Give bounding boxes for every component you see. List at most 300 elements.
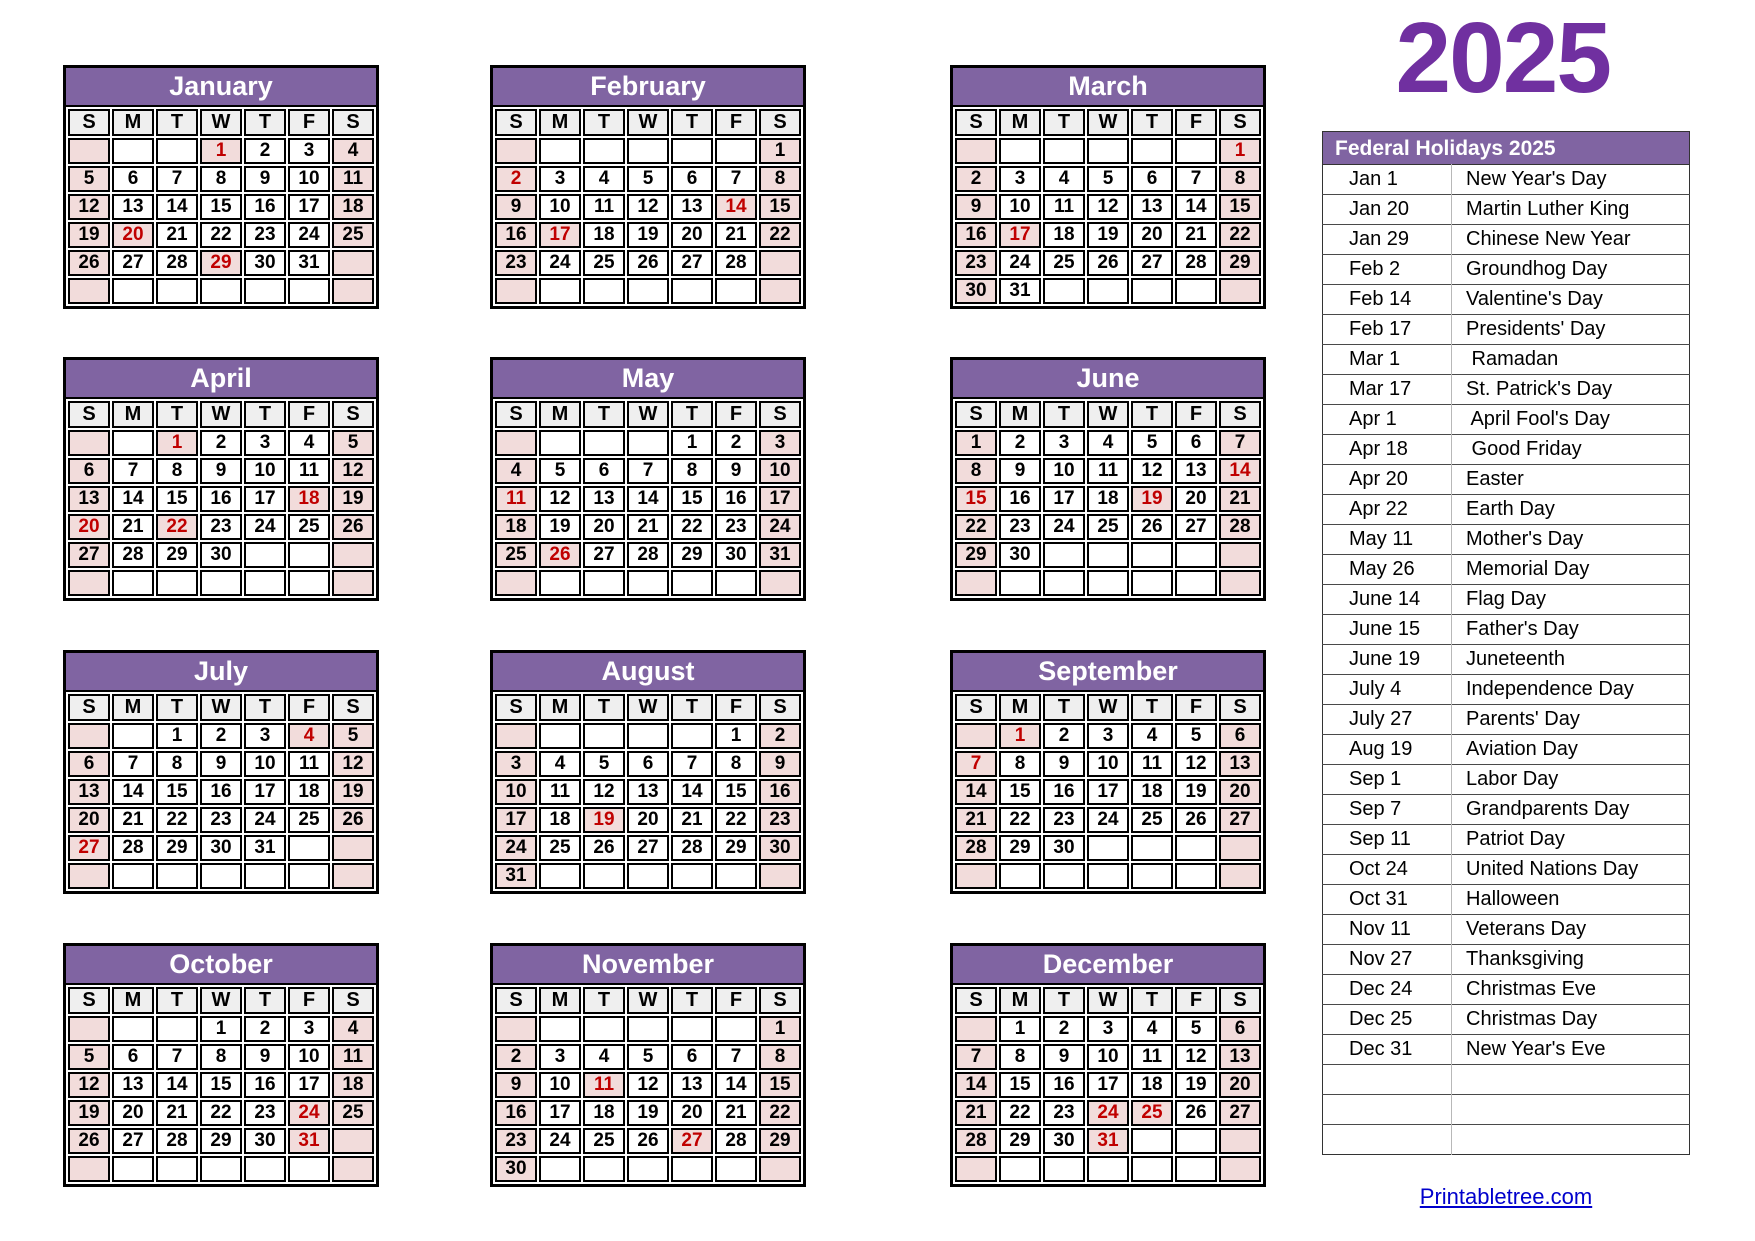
day-cell	[1131, 138, 1173, 164]
month-title: August	[493, 653, 803, 692]
day-cell: 30	[759, 835, 801, 861]
day-cell: 14	[955, 779, 997, 805]
day-cell: 19	[1175, 779, 1217, 805]
day-cell: 21	[715, 222, 757, 248]
day-cell	[583, 278, 625, 304]
weekday-header-cell: M	[112, 694, 154, 721]
weekday-header-cell: T	[244, 987, 286, 1014]
weekday-header-cell: W	[200, 401, 242, 428]
day-cell: 21	[715, 1100, 757, 1126]
day-cell: 31	[495, 863, 537, 889]
holiday-date: Jan 20	[1323, 195, 1452, 225]
holiday-row	[1323, 555, 1690, 585]
day-cell: 16	[495, 1100, 537, 1126]
day-cell	[715, 863, 757, 889]
day-cell: 7	[627, 458, 669, 484]
day-cell: 3	[244, 430, 286, 456]
weekday-header-cell: T	[671, 109, 713, 136]
holiday-row	[1323, 735, 1690, 765]
day-cell: 5	[1175, 1016, 1217, 1042]
day-cell: 26	[332, 514, 374, 540]
day-cell: 18	[583, 1100, 625, 1126]
month-may	[490, 357, 806, 601]
holiday-row	[1323, 585, 1690, 615]
weekday-header-cell: W	[1087, 401, 1129, 428]
day-cell	[495, 723, 537, 749]
day-cell	[1087, 570, 1129, 596]
month-grid	[66, 399, 376, 598]
day-cell: 20	[627, 807, 669, 833]
day-cell: 2	[999, 430, 1041, 456]
weekday-header-cell: S	[1219, 401, 1261, 428]
day-cell: 8	[200, 1044, 242, 1070]
day-cell: 5	[1087, 166, 1129, 192]
day-cell: 4	[332, 138, 374, 164]
day-cell: 18	[288, 779, 330, 805]
holiday-date: Nov 27	[1323, 945, 1452, 975]
day-cell	[583, 570, 625, 596]
day-cell: 13	[583, 486, 625, 512]
weekday-header-cell: F	[715, 109, 757, 136]
day-cell	[1175, 1128, 1217, 1154]
day-cell: 26	[1131, 514, 1173, 540]
day-cell: 18	[332, 1072, 374, 1098]
holiday-row	[1323, 945, 1690, 975]
day-cell	[495, 430, 537, 456]
day-cell: 14	[671, 779, 713, 805]
day-cell: 8	[200, 166, 242, 192]
day-cell: 12	[68, 194, 110, 220]
holiday-date	[1323, 1125, 1452, 1155]
day-cell	[1131, 1156, 1173, 1182]
weekday-header-cell: T	[1131, 694, 1173, 721]
day-cell: 23	[1043, 1100, 1085, 1126]
day-cell: 9	[999, 458, 1041, 484]
day-cell: 8	[999, 1044, 1041, 1070]
day-cell: 1	[999, 1016, 1041, 1042]
weekday-header-cell: T	[1131, 401, 1173, 428]
day-cell: 25	[583, 1128, 625, 1154]
holiday-row	[1323, 435, 1690, 465]
day-cell: 29	[759, 1128, 801, 1154]
holiday-row	[1323, 1095, 1690, 1125]
day-cell: 6	[68, 751, 110, 777]
day-cell: 13	[1219, 751, 1261, 777]
month-grid	[66, 692, 376, 891]
day-cell	[999, 863, 1041, 889]
day-cell: 25	[583, 250, 625, 276]
day-cell	[671, 278, 713, 304]
day-cell: 15	[156, 779, 198, 805]
weekday-header-cell: S	[495, 694, 537, 721]
day-cell	[715, 570, 757, 596]
day-cell: 11	[1087, 458, 1129, 484]
day-cell: 10	[244, 458, 286, 484]
day-cell: 24	[1087, 1100, 1129, 1126]
day-cell: 11	[332, 166, 374, 192]
day-cell: 19	[1087, 222, 1129, 248]
weekday-header-cell: T	[1043, 109, 1085, 136]
day-cell: 25	[288, 514, 330, 540]
day-cell: 2	[244, 138, 286, 164]
day-cell: 25	[1087, 514, 1129, 540]
day-cell: 18	[1131, 779, 1173, 805]
day-cell: 25	[1131, 1100, 1173, 1126]
weekday-header-cell: S	[759, 987, 801, 1014]
weekday-header-cell: W	[627, 109, 669, 136]
weekday-header-cell: M	[539, 694, 581, 721]
day-cell: 14	[156, 1072, 198, 1098]
day-cell: 4	[1043, 166, 1085, 192]
weekday-header-cell: S	[495, 401, 537, 428]
holiday-date: Mar 1	[1323, 345, 1452, 375]
holiday-date: Sep 11	[1323, 825, 1452, 855]
day-cell: 10	[1087, 1044, 1129, 1070]
day-cell: 15	[156, 486, 198, 512]
month-title: January	[66, 68, 376, 107]
month-grid	[953, 985, 1263, 1184]
day-cell: 31	[1087, 1128, 1129, 1154]
day-cell: 21	[955, 1100, 997, 1126]
day-cell: 11	[288, 751, 330, 777]
day-cell: 30	[244, 250, 286, 276]
day-cell: 29	[715, 835, 757, 861]
day-cell: 16	[244, 1072, 286, 1098]
day-cell: 10	[539, 194, 581, 220]
holiday-date: May 26	[1323, 555, 1452, 585]
day-cell: 16	[999, 486, 1041, 512]
weekday-header-cell: T	[1043, 694, 1085, 721]
day-cell	[68, 570, 110, 596]
day-cell: 28	[955, 1128, 997, 1154]
holiday-date: Sep 1	[1323, 765, 1452, 795]
day-cell: 6	[112, 166, 154, 192]
day-cell: 31	[999, 278, 1041, 304]
day-cell	[583, 430, 625, 456]
day-cell: 12	[332, 751, 374, 777]
month-june	[950, 357, 1266, 601]
month-title: June	[953, 360, 1263, 399]
day-cell: 4	[583, 1044, 625, 1070]
day-cell: 2	[759, 723, 801, 749]
day-cell	[999, 1156, 1041, 1182]
month-grid	[493, 107, 803, 306]
holiday-row	[1323, 375, 1690, 405]
day-cell	[759, 278, 801, 304]
day-cell: 7	[156, 166, 198, 192]
month-title: July	[66, 653, 376, 692]
day-cell: 7	[112, 751, 154, 777]
day-cell: 4	[1131, 1016, 1173, 1042]
month-grid	[953, 399, 1263, 598]
day-cell: 20	[68, 514, 110, 540]
holiday-name: Memorial Day	[1452, 555, 1690, 585]
day-cell: 15	[759, 1072, 801, 1098]
day-cell	[495, 1016, 537, 1042]
day-cell: 5	[583, 751, 625, 777]
day-cell: 26	[1087, 250, 1129, 276]
day-cell: 3	[1087, 1016, 1129, 1042]
day-cell	[1175, 138, 1217, 164]
holiday-row	[1323, 525, 1690, 555]
day-cell: 1	[759, 1016, 801, 1042]
day-cell: 19	[332, 486, 374, 512]
day-cell: 7	[156, 1044, 198, 1070]
day-cell	[1087, 863, 1129, 889]
day-cell: 20	[68, 807, 110, 833]
holiday-date	[1323, 1065, 1452, 1095]
day-cell: 15	[759, 194, 801, 220]
day-cell	[1043, 570, 1085, 596]
holiday-date: Apr 20	[1323, 465, 1452, 495]
holiday-date: June 19	[1323, 645, 1452, 675]
weekday-header-cell: S	[68, 694, 110, 721]
holiday-date: Aug 19	[1323, 735, 1452, 765]
day-cell: 12	[583, 779, 625, 805]
day-cell	[1087, 542, 1129, 568]
day-cell: 11	[332, 1044, 374, 1070]
day-cell	[715, 278, 757, 304]
day-cell: 21	[156, 1100, 198, 1126]
day-cell: 15	[999, 779, 1041, 805]
day-cell: 6	[671, 1044, 713, 1070]
day-cell	[332, 1156, 374, 1182]
holiday-row	[1323, 345, 1690, 375]
weekday-header-cell: T	[1043, 401, 1085, 428]
month-title: April	[66, 360, 376, 399]
day-cell	[583, 138, 625, 164]
day-cell: 21	[1175, 222, 1217, 248]
holiday-name: Christmas Eve	[1452, 975, 1690, 1005]
day-cell: 18	[583, 222, 625, 248]
day-cell: 12	[1087, 194, 1129, 220]
holiday-row	[1323, 495, 1690, 525]
day-cell: 27	[583, 542, 625, 568]
day-cell: 2	[1043, 723, 1085, 749]
day-cell: 11	[583, 194, 625, 220]
holiday-date: July 4	[1323, 675, 1452, 705]
day-cell: 22	[671, 514, 713, 540]
day-cell: 18	[1131, 1072, 1173, 1098]
day-cell: 10	[288, 1044, 330, 1070]
day-cell	[200, 570, 242, 596]
day-cell	[1131, 570, 1173, 596]
holiday-name: Halloween	[1452, 885, 1690, 915]
weekday-header-cell: T	[156, 109, 198, 136]
day-cell: 15	[715, 779, 757, 805]
weekday-header-cell: F	[1175, 401, 1217, 428]
day-cell: 17	[999, 222, 1041, 248]
weekday-header-cell: S	[332, 694, 374, 721]
month-october	[63, 943, 379, 1187]
weekday-header-cell: W	[1087, 109, 1129, 136]
holiday-name: Parents' Day	[1452, 705, 1690, 735]
day-cell: 28	[156, 250, 198, 276]
day-cell: 8	[759, 1044, 801, 1070]
holiday-name: Groundhog Day	[1452, 255, 1690, 285]
day-cell: 13	[671, 1072, 713, 1098]
day-cell: 11	[1131, 751, 1173, 777]
day-cell	[627, 863, 669, 889]
day-cell: 11	[539, 779, 581, 805]
day-cell: 6	[627, 751, 669, 777]
weekday-header-cell: S	[955, 694, 997, 721]
day-cell	[288, 835, 330, 861]
day-cell: 9	[715, 458, 757, 484]
day-cell	[1131, 278, 1173, 304]
day-cell: 14	[1219, 458, 1261, 484]
weekday-header-cell: T	[156, 987, 198, 1014]
weekday-header-cell: T	[156, 694, 198, 721]
day-cell: 20	[583, 514, 625, 540]
day-cell: 20	[671, 222, 713, 248]
holiday-row	[1323, 195, 1690, 225]
weekday-header-cell: T	[1043, 987, 1085, 1014]
day-cell	[627, 723, 669, 749]
month-title: October	[66, 946, 376, 985]
day-cell: 13	[112, 194, 154, 220]
weekday-header-cell: S	[495, 987, 537, 1014]
day-cell: 5	[1131, 430, 1173, 456]
day-cell: 19	[332, 779, 374, 805]
holiday-row	[1323, 855, 1690, 885]
day-cell: 8	[156, 458, 198, 484]
day-cell: 27	[112, 250, 154, 276]
day-cell: 22	[759, 222, 801, 248]
day-cell: 26	[627, 250, 669, 276]
day-cell: 18	[539, 807, 581, 833]
day-cell	[999, 570, 1041, 596]
day-cell: 1	[671, 430, 713, 456]
day-cell: 21	[1219, 486, 1261, 512]
day-cell: 17	[495, 807, 537, 833]
day-cell	[627, 138, 669, 164]
day-cell	[156, 1016, 198, 1042]
day-cell: 10	[999, 194, 1041, 220]
day-cell: 10	[495, 779, 537, 805]
day-cell: 26	[583, 835, 625, 861]
day-cell	[156, 570, 198, 596]
day-cell: 3	[1087, 723, 1129, 749]
day-cell: 17	[759, 486, 801, 512]
year-title: 2025	[1395, 2, 1610, 114]
day-cell: 30	[715, 542, 757, 568]
day-cell: 7	[671, 751, 713, 777]
holiday-name: Aviation Day	[1452, 735, 1690, 765]
day-cell: 17	[539, 222, 581, 248]
day-cell	[1219, 835, 1261, 861]
day-cell: 23	[200, 514, 242, 540]
weekday-header-cell: F	[288, 987, 330, 1014]
holiday-row	[1323, 675, 1690, 705]
holiday-row	[1323, 975, 1690, 1005]
day-cell	[1219, 1128, 1261, 1154]
day-cell: 14	[715, 1072, 757, 1098]
day-cell: 23	[244, 222, 286, 248]
day-cell: 24	[288, 222, 330, 248]
holiday-date: July 27	[1323, 705, 1452, 735]
holiday-row	[1323, 1065, 1690, 1095]
holiday-date: Dec 24	[1323, 975, 1452, 1005]
day-cell	[671, 138, 713, 164]
day-cell: 27	[671, 250, 713, 276]
day-cell: 5	[68, 166, 110, 192]
holiday-date: Apr 22	[1323, 495, 1452, 525]
day-cell	[156, 1156, 198, 1182]
holiday-row	[1323, 405, 1690, 435]
weekday-header-cell: S	[955, 401, 997, 428]
day-cell: 9	[495, 1072, 537, 1098]
day-cell: 18	[1043, 222, 1085, 248]
day-cell: 22	[156, 807, 198, 833]
day-cell: 26	[539, 542, 581, 568]
holiday-name: Ramadan	[1452, 345, 1690, 375]
day-cell: 12	[1175, 1044, 1217, 1070]
weekday-header-cell: M	[112, 987, 154, 1014]
day-cell: 15	[955, 486, 997, 512]
day-cell: 28	[1219, 514, 1261, 540]
day-cell: 2	[200, 430, 242, 456]
day-cell	[112, 570, 154, 596]
holiday-date: Oct 31	[1323, 885, 1452, 915]
holiday-date: Apr 1	[1323, 405, 1452, 435]
holiday-row	[1323, 825, 1690, 855]
weekday-header-cell: F	[715, 694, 757, 721]
holiday-date: Feb 17	[1323, 315, 1452, 345]
day-cell: 17	[1087, 1072, 1129, 1098]
day-cell	[244, 278, 286, 304]
day-cell	[1043, 278, 1085, 304]
day-cell: 25	[332, 222, 374, 248]
day-cell: 20	[1131, 222, 1173, 248]
day-cell: 10	[244, 751, 286, 777]
day-cell: 9	[1043, 1044, 1085, 1070]
holiday-date: Jan 29	[1323, 225, 1452, 255]
day-cell: 13	[112, 1072, 154, 1098]
day-cell: 7	[1219, 430, 1261, 456]
day-cell: 27	[1219, 1100, 1261, 1126]
holiday-name: Good Friday	[1452, 435, 1690, 465]
holiday-row	[1323, 165, 1690, 195]
holiday-date: June 15	[1323, 615, 1452, 645]
day-cell: 21	[156, 222, 198, 248]
day-cell: 17	[288, 1072, 330, 1098]
day-cell	[955, 1016, 997, 1042]
day-cell: 19	[68, 1100, 110, 1126]
day-cell	[288, 863, 330, 889]
day-cell: 16	[200, 779, 242, 805]
weekday-header-cell: F	[288, 401, 330, 428]
day-cell: 18	[495, 514, 537, 540]
day-cell: 9	[955, 194, 997, 220]
holiday-row	[1323, 1005, 1690, 1035]
day-cell: 4	[332, 1016, 374, 1042]
day-cell	[539, 430, 581, 456]
day-cell	[112, 1016, 154, 1042]
day-cell: 8	[156, 751, 198, 777]
day-cell: 5	[332, 430, 374, 456]
day-cell	[627, 1016, 669, 1042]
day-cell: 9	[759, 751, 801, 777]
day-cell	[156, 863, 198, 889]
day-cell	[1087, 278, 1129, 304]
day-cell: 26	[332, 807, 374, 833]
weekday-header-cell: W	[627, 401, 669, 428]
footer-link[interactable]: Printabletree.com	[1419, 1184, 1593, 1209]
day-cell: 7	[715, 166, 757, 192]
day-cell: 19	[627, 1100, 669, 1126]
holiday-row	[1323, 885, 1690, 915]
